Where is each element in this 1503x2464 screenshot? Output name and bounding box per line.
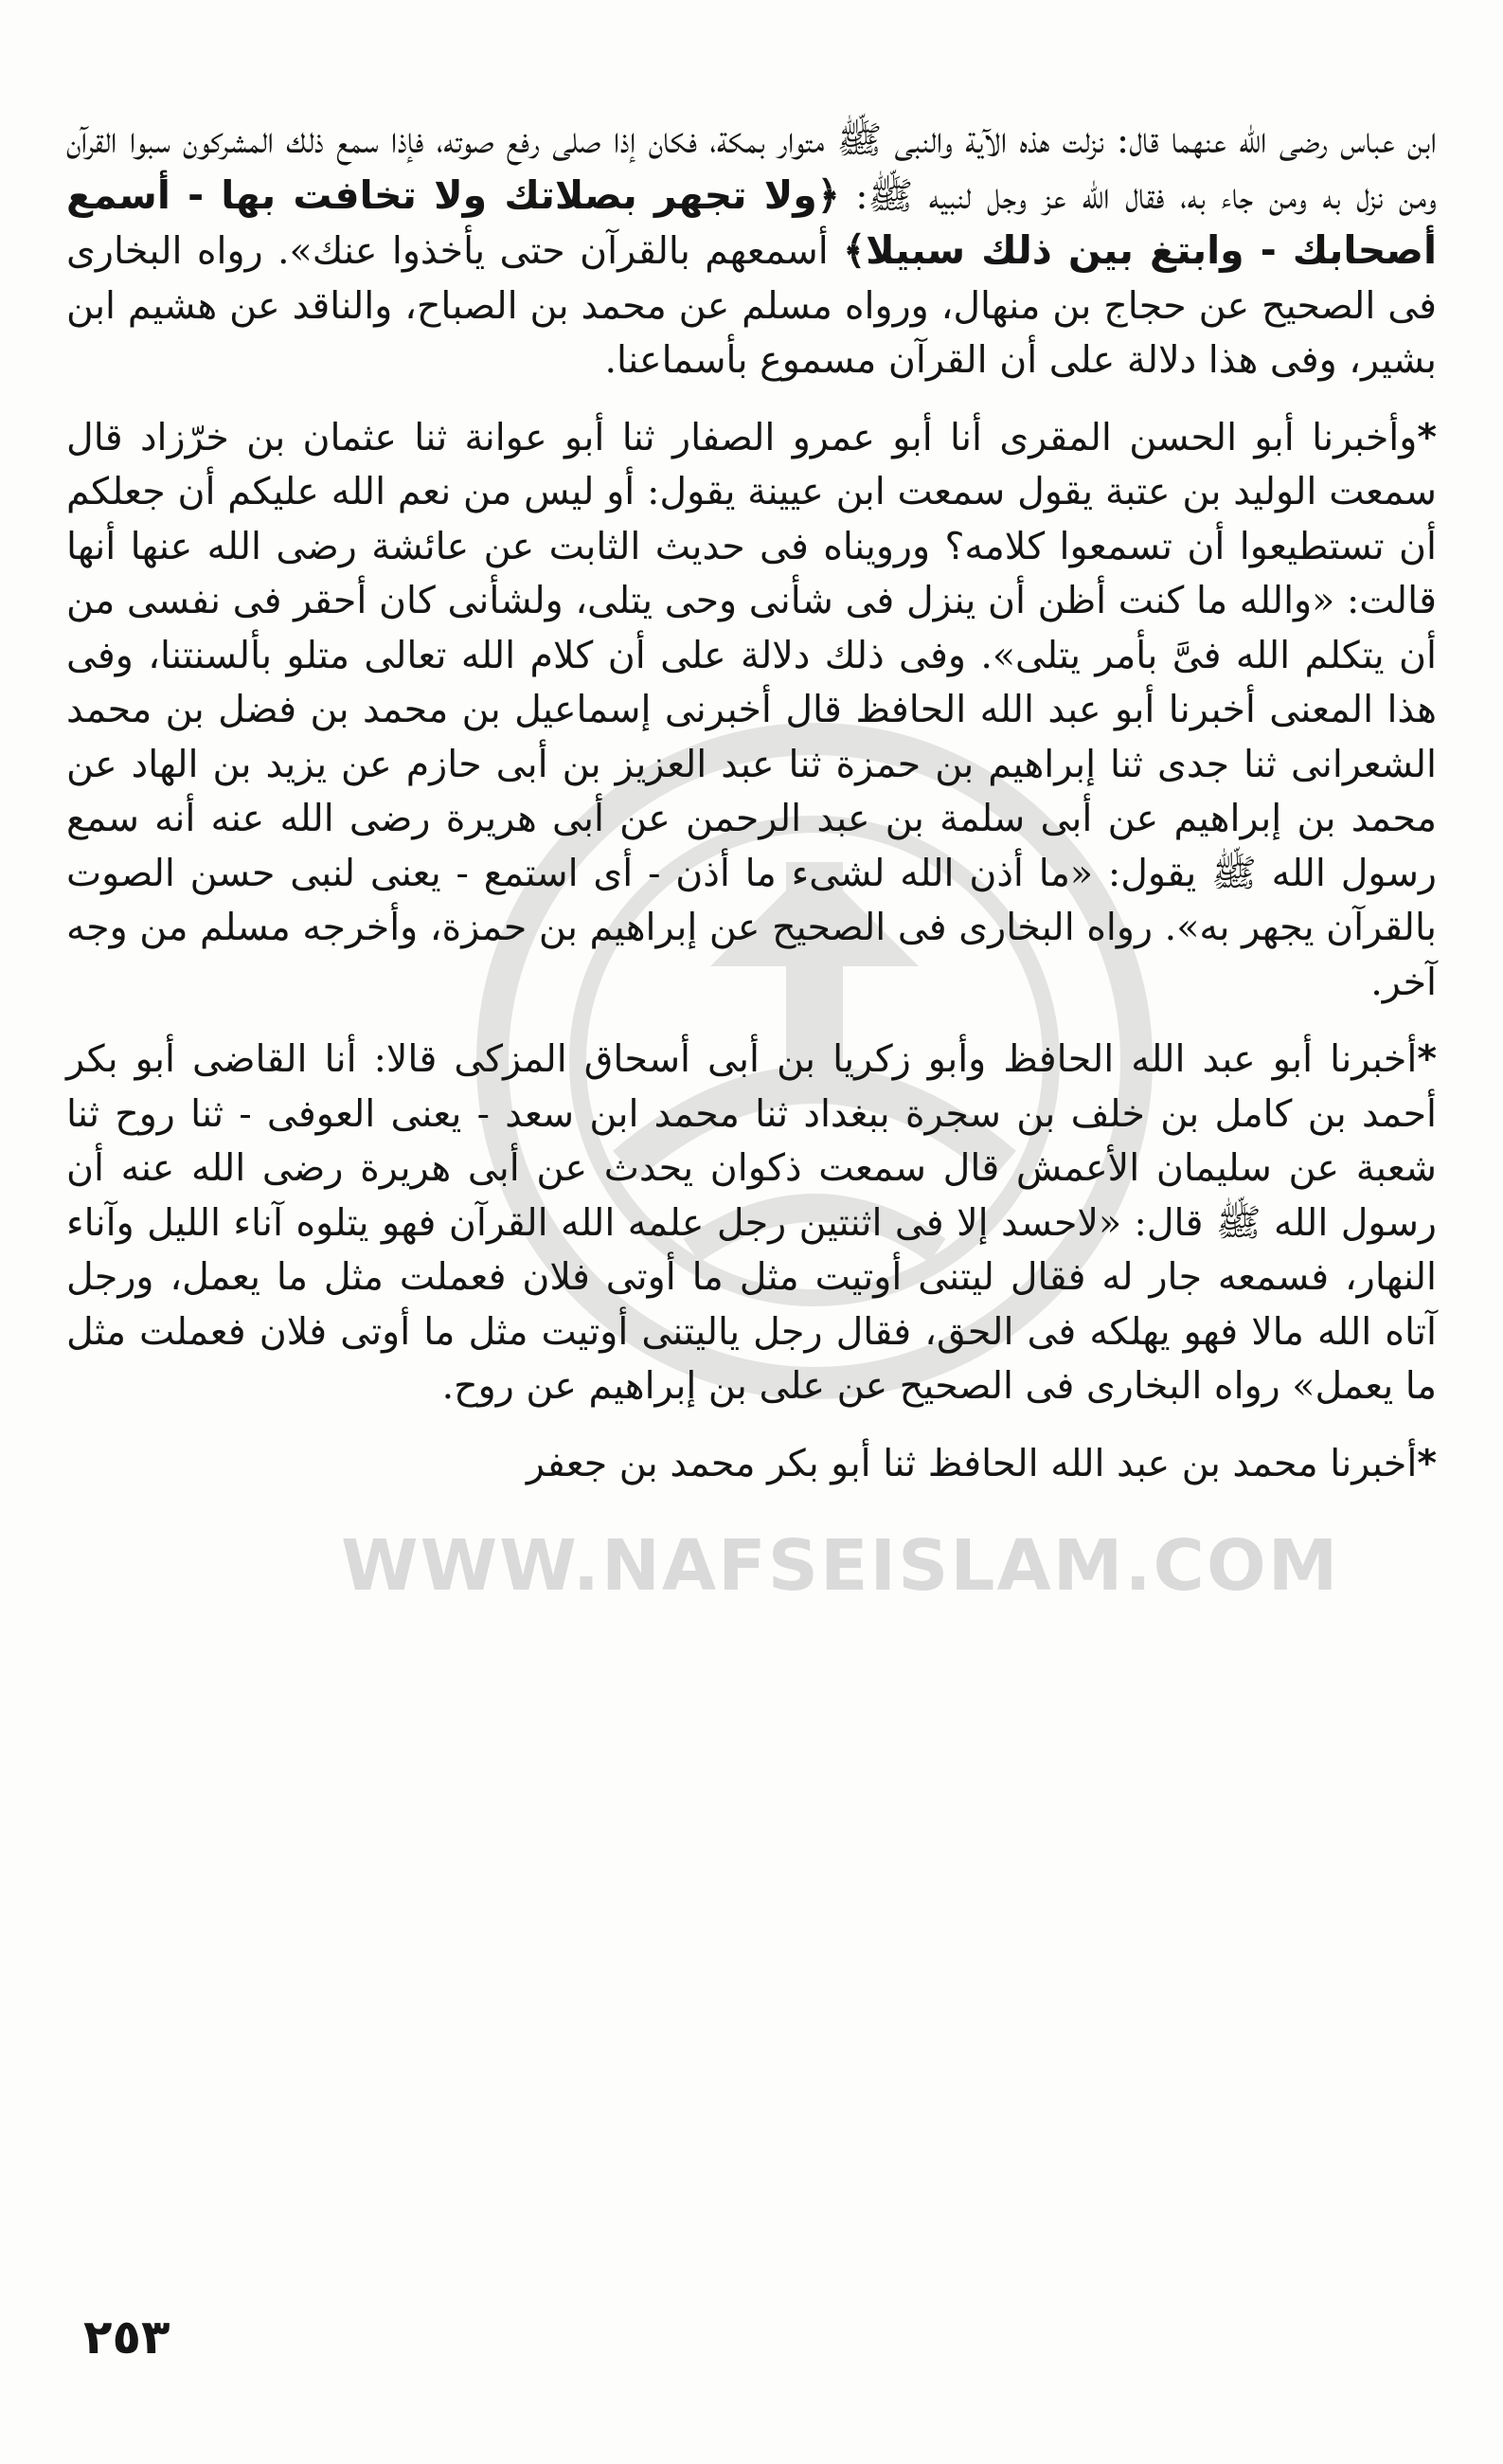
paragraph-1-part-1: ابن عباس رضى الله عنهما قال: نزلت هذه الآية والنبى ﷺ متوار بمكة، فكان إذا صلى رفع صوته، فإذا سمع ذلك المشركون سبوا القرآن ومن نزل به ومن جاء به، فقال الله عز وجل لنبيه ﷺ: [66, 118, 1437, 218]
paragraph-1-part-3: أسمعهم بالقرآن حتى يأخذوا عنك». رواه البخارى فى الصحيح عن حجاج بن منهال، ورواه مسلم عن محمد بن الصباح، والناقد عن هشيم ابن بشير، وفى هذا دلالة على أن القرآن مسموع بأسماعنا. [66, 229, 1437, 382]
watermark-url: WWW.NAFSEISLAM.COM [341, 1525, 1340, 1607]
paragraph-4 [66, 1437, 1437, 1492]
paragraph-3-text: أخبرنا أبو عبد الله الحافظ وأبو زكريا بن أبى أسحاق المزكى قالا: أنا القاضى أبو بكر أحمد بن كامل بن خلف بن سجرة ببغداد ثنا محمد ابن سعد - يعنى العوفى - ثنا روح ثنا شعبة عن سليمان الأعمش قال سمعت ذكوان يحدث عن أبى هريرة رضى الله عنه أن رسول الله ﷺ قال: «لاحسد إلا فى اثنتين رجل علمه الله القرآن فهو يتلوه آناء الليل وآناء النهار، فسمعه جار له فقال ليتنى أوتيت مثل ما أوتى فلان فعملت مثل ما يعمل، ورجل آتاه الله مالا فهو يهلكه فى الحق، فقال رجل ياليتنى أوتيت مثل ما أوتى فلان فعملت مثل ما يعمل» رواه البخارى فى الصحيح عن على بن إبراهيم عن روح. [66, 1037, 1437, 1408]
paragraph-2-text: وأخبرنا أبو الحسن المقرى أنا أبو عمرو الصفار ثنا أبو عوانة ثنا عثمان بن خرّزاد قال سمعت الوليد بن عتبة يقول سمعت ابن عيينة يقول: أو ليس من نعم الله عليكم أن جعلكم أن تستطيعوا أن تسمعوا كلامه؟ ورويناه فى حديث الثابت عن عائشة رضى الله عنها أنها قالت: «والله ما كنت أظن أن ينزل فى شأنى وحى يتلى، ولشأنى كان أحقر فى نفسى من أن يتكلم الله فىَّ بأمر يتلى». وفى ذلك دلالة على أن كلام الله تعالى متلو بألسنتنا، وفى هذا المعنى أخبرنا أبو عبد الله الحافظ قال أخبرنى إسماعيل بن محمد بن فضل بن محمد الشعرانى ثنا جدى ثنا إبراهيم بن حمزة ثنا عبد العزيز بن أبى حازم عن يزيد بن الهاد عن محمد بن إبراهيم عن أبى سلمة بن عبد الرحمن عن أبى هريرة رضى الله عنه أنه سمع رسول الله ﷺ يقول: «ما أذن الله لشىء ما أذن - أى استمع - يعنى لنبى حسن الصوت بالقرآن يجهر به». رواه البخارى فى الصحيح عن إبراهيم بن حمزة، وأخرجه مسلم من وجه آخر. [66, 415, 1437, 1004]
paragraph-star-marker: * [1417, 1037, 1437, 1081]
paragraph-3 [66, 1033, 1437, 1414]
page-number: ٢٥٣ [83, 2310, 170, 2365]
paragraph-2 [66, 411, 1437, 1011]
paragraph-1 [66, 114, 1437, 388]
paragraph-star-marker: * [1417, 415, 1437, 459]
paragraph-star-marker: * [1417, 1441, 1437, 1485]
quran-verse: ﴿ولا تجهر بصلاتك ولا تخافت بها - أسمع أصحابك - وابتغ بين ذلك سبيلا﴾ [66, 171, 1437, 273]
main-text [66, 114, 1437, 1491]
paragraph-4-text: أخبرنا محمد بن عبد الله الحافظ ثنا أبو بكر محمد بن جعفر [526, 1441, 1418, 1485]
